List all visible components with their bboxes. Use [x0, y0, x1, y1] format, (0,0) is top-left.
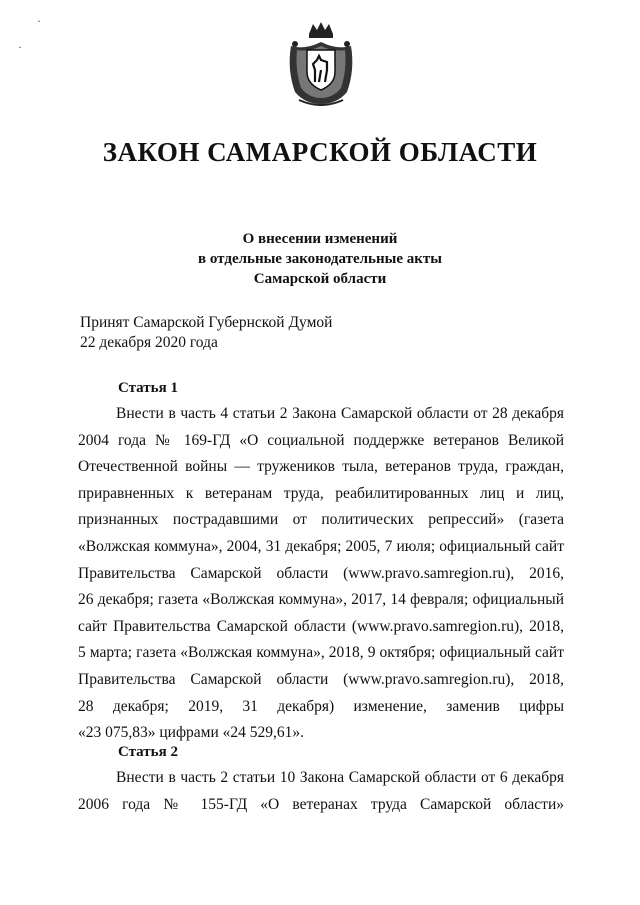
text-line: 2006 года № 155-ГД «О ветеранах труда Самарской области»: [78, 795, 564, 813]
article-heading: Статья 2: [118, 744, 178, 760]
law-subject: [0, 229, 640, 289]
samara-coat-of-arms-icon: [285, 20, 357, 106]
text-line: «Волжская коммуна», 2004, 31 декабря; 2005, 7 июля; официальный сайт: [78, 537, 564, 555]
text-line: Внести в часть 2 статьи 10 Закона Самарской области от 6 декабря: [116, 769, 564, 786]
text-line: Правительства Самарской области (www.pravo.samregion.ru), 2018,: [78, 670, 564, 688]
subject-line: Самарской области: [253, 271, 387, 287]
adoption-line: Принят Самарской Губернской Думой: [80, 314, 333, 331]
adoption-note: [80, 313, 332, 353]
text-line: 2004 года № 169-ГД «О социальной поддержке ветеранов Великой: [78, 431, 564, 449]
subject-line: в отдельные законодательные акты: [198, 251, 442, 267]
article-heading: Статья 1: [118, 380, 178, 396]
scan-mark: ·: [37, 14, 41, 28]
article-text: [78, 765, 564, 818]
text-line: приравненных к ветеранам труда, реабилитированных лиц и лиц,: [78, 484, 564, 502]
text-line: 5 марта; газета «Волжская коммуна», 2018, 9 октября; официальный сайт: [78, 644, 564, 662]
law-title: ЗАКОН САМАРСКОЙ ОБЛАСТИ: [102, 137, 538, 167]
text-line: Отечественной войны — тружеников тыла, ветеранов труда, граждан,: [78, 458, 564, 476]
text-line: Правительства Самарской области (www.pravo.samregion.ru), 2016,: [78, 564, 564, 582]
article-text: [78, 401, 564, 747]
text-line: сайт Правительства Самарской области (www.pravo.samregion.ru), 2018,: [78, 617, 564, 635]
subject-line: О внесении изменений: [242, 231, 398, 247]
text-line: 26 декабря; газета «Волжская коммуна», 2017, 14 февраля; официальный: [78, 591, 564, 609]
adoption-line: 22 декабря 2020 года: [80, 334, 218, 351]
scan-mark: ·: [18, 40, 22, 54]
text-line: 28 декабря; 2019, 31 декабря) изменение, заменив цифры: [78, 697, 564, 715]
text-line: признанных пострадавшими от политических репрессий» (газета: [78, 511, 564, 529]
text-line: Внести в часть 4 статьи 2 Закона Самарской области от 28 декабря: [116, 405, 564, 422]
text-line: «23 075,83» цифрами «24 529,61».: [78, 724, 304, 742]
